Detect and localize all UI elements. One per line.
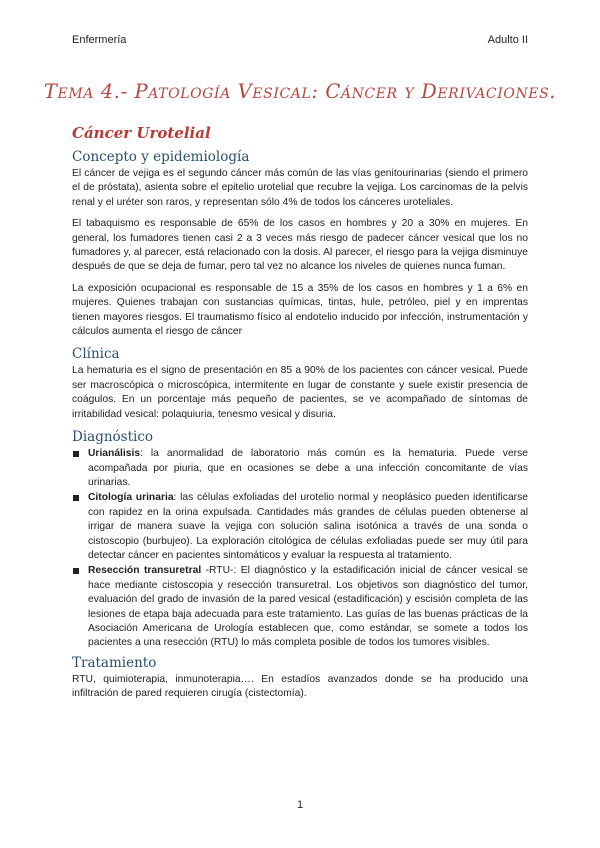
square-bullet-icon	[73, 451, 79, 457]
square-bullet-icon	[73, 495, 79, 501]
document-title: Tema 4.- Patología Vesical: Cáncer y Derivaciones.	[43, 80, 557, 103]
square-bullet-icon	[73, 568, 79, 574]
header-right: Adulto II	[487, 34, 528, 46]
paragraph: La exposición ocupacional es responsable de 15 a 35% de los casos en hombres y 1 a 6% en mujeres. Quienes trabajan con sustancias químicas, tintas, hule, petróleo, piel y en imprentas tienen mayores riesgos. El traumatismo físico al endotelio inducido por infección, instrumentación y cálculos aumenta el riesgo de cáncer	[72, 282, 528, 338]
document-body	[72, 124, 528, 709]
paragraph: El cáncer de vejiga es el segundo cáncer más común de las vías genitourinarias (siendo el primero el de próstata), asienta sobre el epitelio urotelial que recubre la vejiga. Los carcinomas de la pelvis renal y el uréter son raros, y representan sólo 4% de todos los cánceres uroteliales.	[72, 168, 528, 208]
heading-clinica: Clínica	[72, 346, 120, 363]
paragraph: El tabaquismo es responsable de 65% de los casos en hombres y 20 a 30% en mujeres. En general, los fumadores tienen casi 2 a 3 veces más riesgo de padecer cáncer vesical que los no fumadores y, al parecer, está relacionado con la dosis. Al parecer, el riesgo para la vejiga disminuye después de que se deja de fumar, pero tal vez no alcance los niveles de quienes nunca fuman.	[72, 218, 528, 273]
heading-tratamiento: Tratamiento	[72, 654, 157, 671]
heading-concepto: Concepto y epidemiología	[72, 149, 250, 165]
item-term: Resección transuretral	[88, 565, 202, 577]
diagnostico-list	[72, 447, 528, 651]
list-item	[72, 491, 528, 563]
item-term: Urianálisis	[88, 448, 141, 460]
item-term: Citología urinaria	[88, 492, 174, 504]
heading-diagnostico: Diagnóstico	[72, 429, 154, 446]
paragraph: La hematuria es el signo de presentación en 85 a 90% de los pacientes con cáncer vesical. Puede ser macroscópica o microscópica, intermitente en lugar de constante y suele existir presencia de coágulos. En un porcentaje más pequeño de pacientes, se ve acompañado de síntomas de irritabilidad vesical: polaquiuria, tenesmo vesical y disuria.	[72, 365, 528, 420]
page-header	[72, 34, 528, 46]
header-left: Enfermería	[72, 34, 127, 46]
item-text: : las células exfoliadas del urotelio normal y neoplásico pueden identificarse con rapidez en la orina expulsada. Cantidades más grandes de células pueden obtenerse al irrigar de manera suave la vejiga con solución salina isotónica a través de una sonda o cistoscopio (burbujeo). La exploración citológica de células exfoliadas puede ser muy útil para detectar cáncer en pacientes sintomáticos y evaluar la respuesta al tratamiento.	[88, 492, 528, 561]
page-number: 1	[296, 799, 304, 811]
paragraph: RTU, quimioterapia, inmunoterapia…. En estadíos avanzados donde se ha producido una infiltración de pared requieren cirugía (cistectomía).	[72, 673, 528, 700]
item-text: : la anormalidad de laboratorio más común es la hematuria. Puede verse acompañada por piuria, que en ocasiones se debe a una infección concomitante de vías urinarias.	[88, 448, 528, 488]
list-item	[72, 564, 528, 650]
list-item	[72, 447, 528, 490]
item-text: -RTU-: El diagnóstico y la estadificación inicial de cáncer vesical se hace mediante cistoscopia y resección transuretral. Los objetivos son diagnóstico del tumor, evaluación del grado de invasión de la pared vesical (estadificación) y escisión completa de las lesiones de etapa baja adecuada para este tratamiento. Las guías de las buenas prácticas de la Asociación Americana de Urología establecen que, como estándar, se somete a todos los pacientes a una resección (RTU) lo más completa posible de todos los tumores visibles.	[88, 565, 528, 649]
section-title: Cáncer Urotelial	[72, 124, 211, 142]
